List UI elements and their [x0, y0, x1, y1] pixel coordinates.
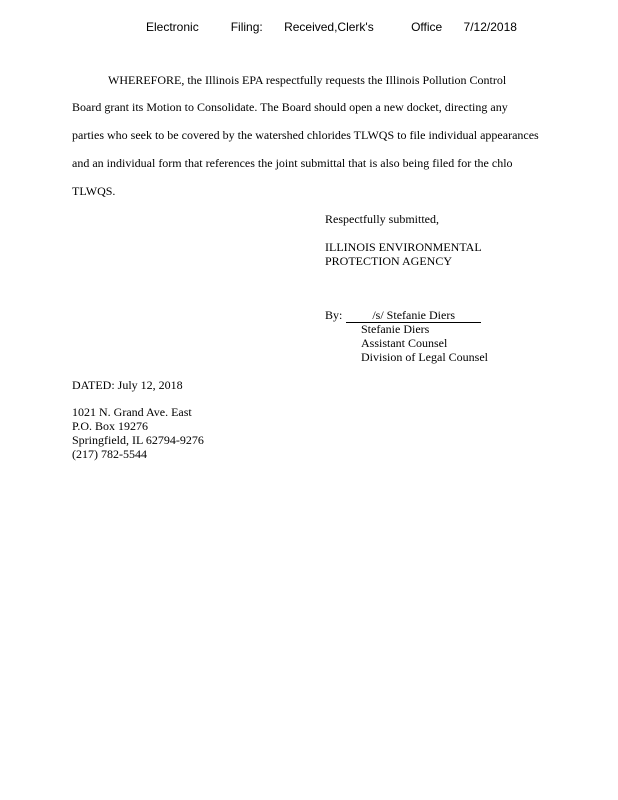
signer-title: Assistant Counsel — [361, 336, 448, 350]
address-city: Springfield, IL 62794-9276 — [72, 433, 204, 447]
dated-line: DATED: July 12, 2018 — [72, 378, 183, 392]
signer-name: Stefanie Diers — [361, 322, 430, 336]
header-date: 7/12/2018 — [463, 20, 517, 34]
body-line-1: WHEREFORE, the Illinois EPA respectfully requests the Illinois Pollution Control — [108, 73, 507, 87]
body-line-5: TLWQS. — [72, 184, 116, 198]
agency-line-2: PROTECTION AGENCY — [325, 254, 453, 268]
header-office: Office — [411, 20, 443, 34]
address-phone: (217) 782-5544 — [72, 447, 147, 461]
signature-line — [346, 309, 481, 323]
signed-name: /s/ Stefanie Diers — [372, 308, 455, 322]
address-po-box: P.O. Box 19276 — [72, 419, 149, 433]
filing-stamp-header — [146, 20, 517, 34]
body-line-3: parties who seek to be covered by the watershed chlorides TLWQS to file individual appearances — [72, 128, 539, 142]
header-electronic: Electronic — [146, 20, 199, 34]
closing: Respectfully submitted, — [325, 212, 439, 226]
agency-line-1: ILLINOIS ENVIRONMENTAL — [325, 240, 482, 254]
address-street: 1021 N. Grand Ave. East — [72, 405, 192, 419]
signature-by-line — [325, 308, 481, 323]
by-label: By: — [325, 308, 343, 322]
signer-division: Division of Legal Counsel — [361, 350, 488, 364]
header-filing: Filing: — [230, 20, 263, 34]
header-received: Received,Clerk's — [284, 20, 374, 34]
body-line-2: Board grant its Motion to Consolidate. The Board should open a new docket, directing any — [72, 100, 508, 114]
body-line-4: and an individual form that references the joint submittal that is also being filed for the chlo — [72, 156, 513, 170]
